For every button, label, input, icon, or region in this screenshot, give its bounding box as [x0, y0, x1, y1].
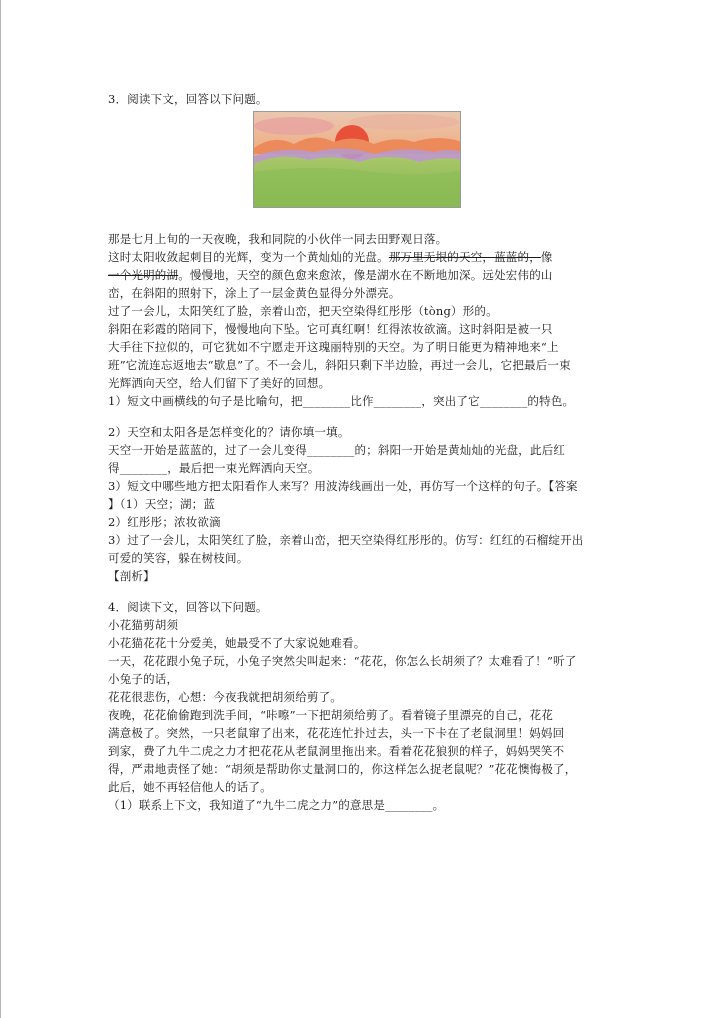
q3-para-7: 大手往下拉似的，可它犹如不宁愿走开这瑰丽特别的天空。为了明日能更为精神地来“上 [108, 340, 559, 354]
q4-para-8: 得，严肃地责怪了她：“胡须是帮助你丈量洞口的，你这样怎么捉老鼠呢？”花花懊悔极了， [108, 762, 577, 776]
q4-para-3: 小兔子的话， [108, 672, 179, 686]
q4-heading: 4．阅读下文，回答以下问题。 [108, 600, 268, 614]
q3-question-1: 1）短文中画横线的句子是比喻句，把________比作________，突出了它________的特色。 [108, 394, 575, 408]
q4-title: 小花猫剪胡须 [108, 618, 179, 632]
q4-para-4: 花花很悲伤，心想：今夜我就把胡须给剪了。 [108, 690, 342, 704]
q3-para-3-b: 。慢慢地，天空的颜色愈来愈浓，像是湖水在不断地加深。远处宏伟的山 [178, 268, 553, 282]
q3-answer-1: 】（1）天空；湖；蓝 [108, 497, 216, 511]
q3-para-5: 过了一会儿，太阳笑红了脸，亲着山峦，把天空染得红彤彤（tòng）形的。 [108, 304, 498, 318]
sunset-illustration [253, 111, 461, 208]
q4-para-6: 满意极了。突然，一只老鼠窜了出来，花花连忙扑过去，头一下卡在了老鼠洞里！妈妈回 [108, 726, 565, 740]
q3-question-2: 2）天空和太阳各是怎样变化的？请你填一填。 [108, 425, 350, 439]
q3-answer-2: 2）红彤彤；浓妆欲滴 [108, 515, 221, 529]
q4-para-2: 一天，花花跟小兔子玩，小兔子突然尖叫起来：“花花，你怎么长胡须了？太难看了！”听了 [108, 654, 577, 668]
q3-question-2-line-a: 天空一开始是蓝蓝的，过了一会儿变得________的；斜阳一开始是黄灿灿的光盘，此后红 [108, 443, 566, 457]
q3-question-2-line-b: 得________，最后把一束光辉洒向天空。 [108, 461, 320, 475]
page-left-border [0, 0, 1, 1018]
q3-para-3 [108, 268, 553, 283]
q4-para-1: 小花猫花花十分爱美，她最受不了大家说她难看。 [108, 636, 366, 650]
q3-para-8: 班”它流连忘返地去“歇息”了。不一会儿，斜阳只剩下半边脸，再过一会儿，它把最后一束 [108, 358, 571, 372]
q3-para-9: 光辉洒向天空，给人们留下了美好的回想。 [108, 376, 331, 390]
q4-para-9: 此后，她不再轻信他人的话了。 [108, 780, 272, 794]
q3-metaphor-underlined-1: 那万里无垠的天空，蓝蓝的， [388, 250, 541, 264]
q3-answer-3: 3）过了一会儿，太阳笑红了脸，亲着山峦，把天空染得红彤彤的。仿写：红红的石榴绽开出 [108, 533, 584, 547]
q4-question-1: （1）联系上下文，我知道了“九牛二虎之力”的意思是________。 [108, 798, 445, 812]
q3-para-4: 峦，在斜阳的照射下，涂上了一层金黄色显得分外漂亮。 [108, 286, 401, 300]
q3-analysis: 【剖析】 [108, 569, 155, 583]
q3-heading: 3．阅读下文，回答以下问题。 [108, 92, 268, 106]
q3-para-1: 那是七月上旬的一天夜晚，我和同院的小伙伴一同去田野观日落。 [108, 232, 448, 246]
q3-para-6: 斜阳在彩霞的陪同下，慢慢地向下坠。它可真红啊！红得浓妆欲滴。这时斜阳是被一只 [108, 322, 553, 336]
q3-para-2-a: 这时太阳收敛起刺目的光辉，变为一个黄灿灿的光盘。 [108, 250, 389, 264]
q3-question-3: 3）短文中哪些地方把太阳看作人来写？用波涛线画出一处，再仿写一个这样的句子。【答案 [108, 479, 578, 493]
q4-para-5: 夜晚，花花偷偷跑到洗手间，“咔嚓”一下把胡须给剪了。看着镜子里漂亮的自己，花花 [108, 708, 554, 722]
q3-metaphor-underlined-2: 一个光明的湖 [108, 268, 179, 282]
q4-para-7: 到家，费了九牛二虎之力才把花花从老鼠洞里拖出来。看着花花狼狈的样子，妈妈哭笑不 [108, 744, 565, 758]
q3-answer-4: 可爱的笑容，躲在树枝间。 [108, 551, 249, 565]
q3-para-2-c: 像 [540, 250, 553, 264]
q3-para-2 [108, 250, 553, 265]
